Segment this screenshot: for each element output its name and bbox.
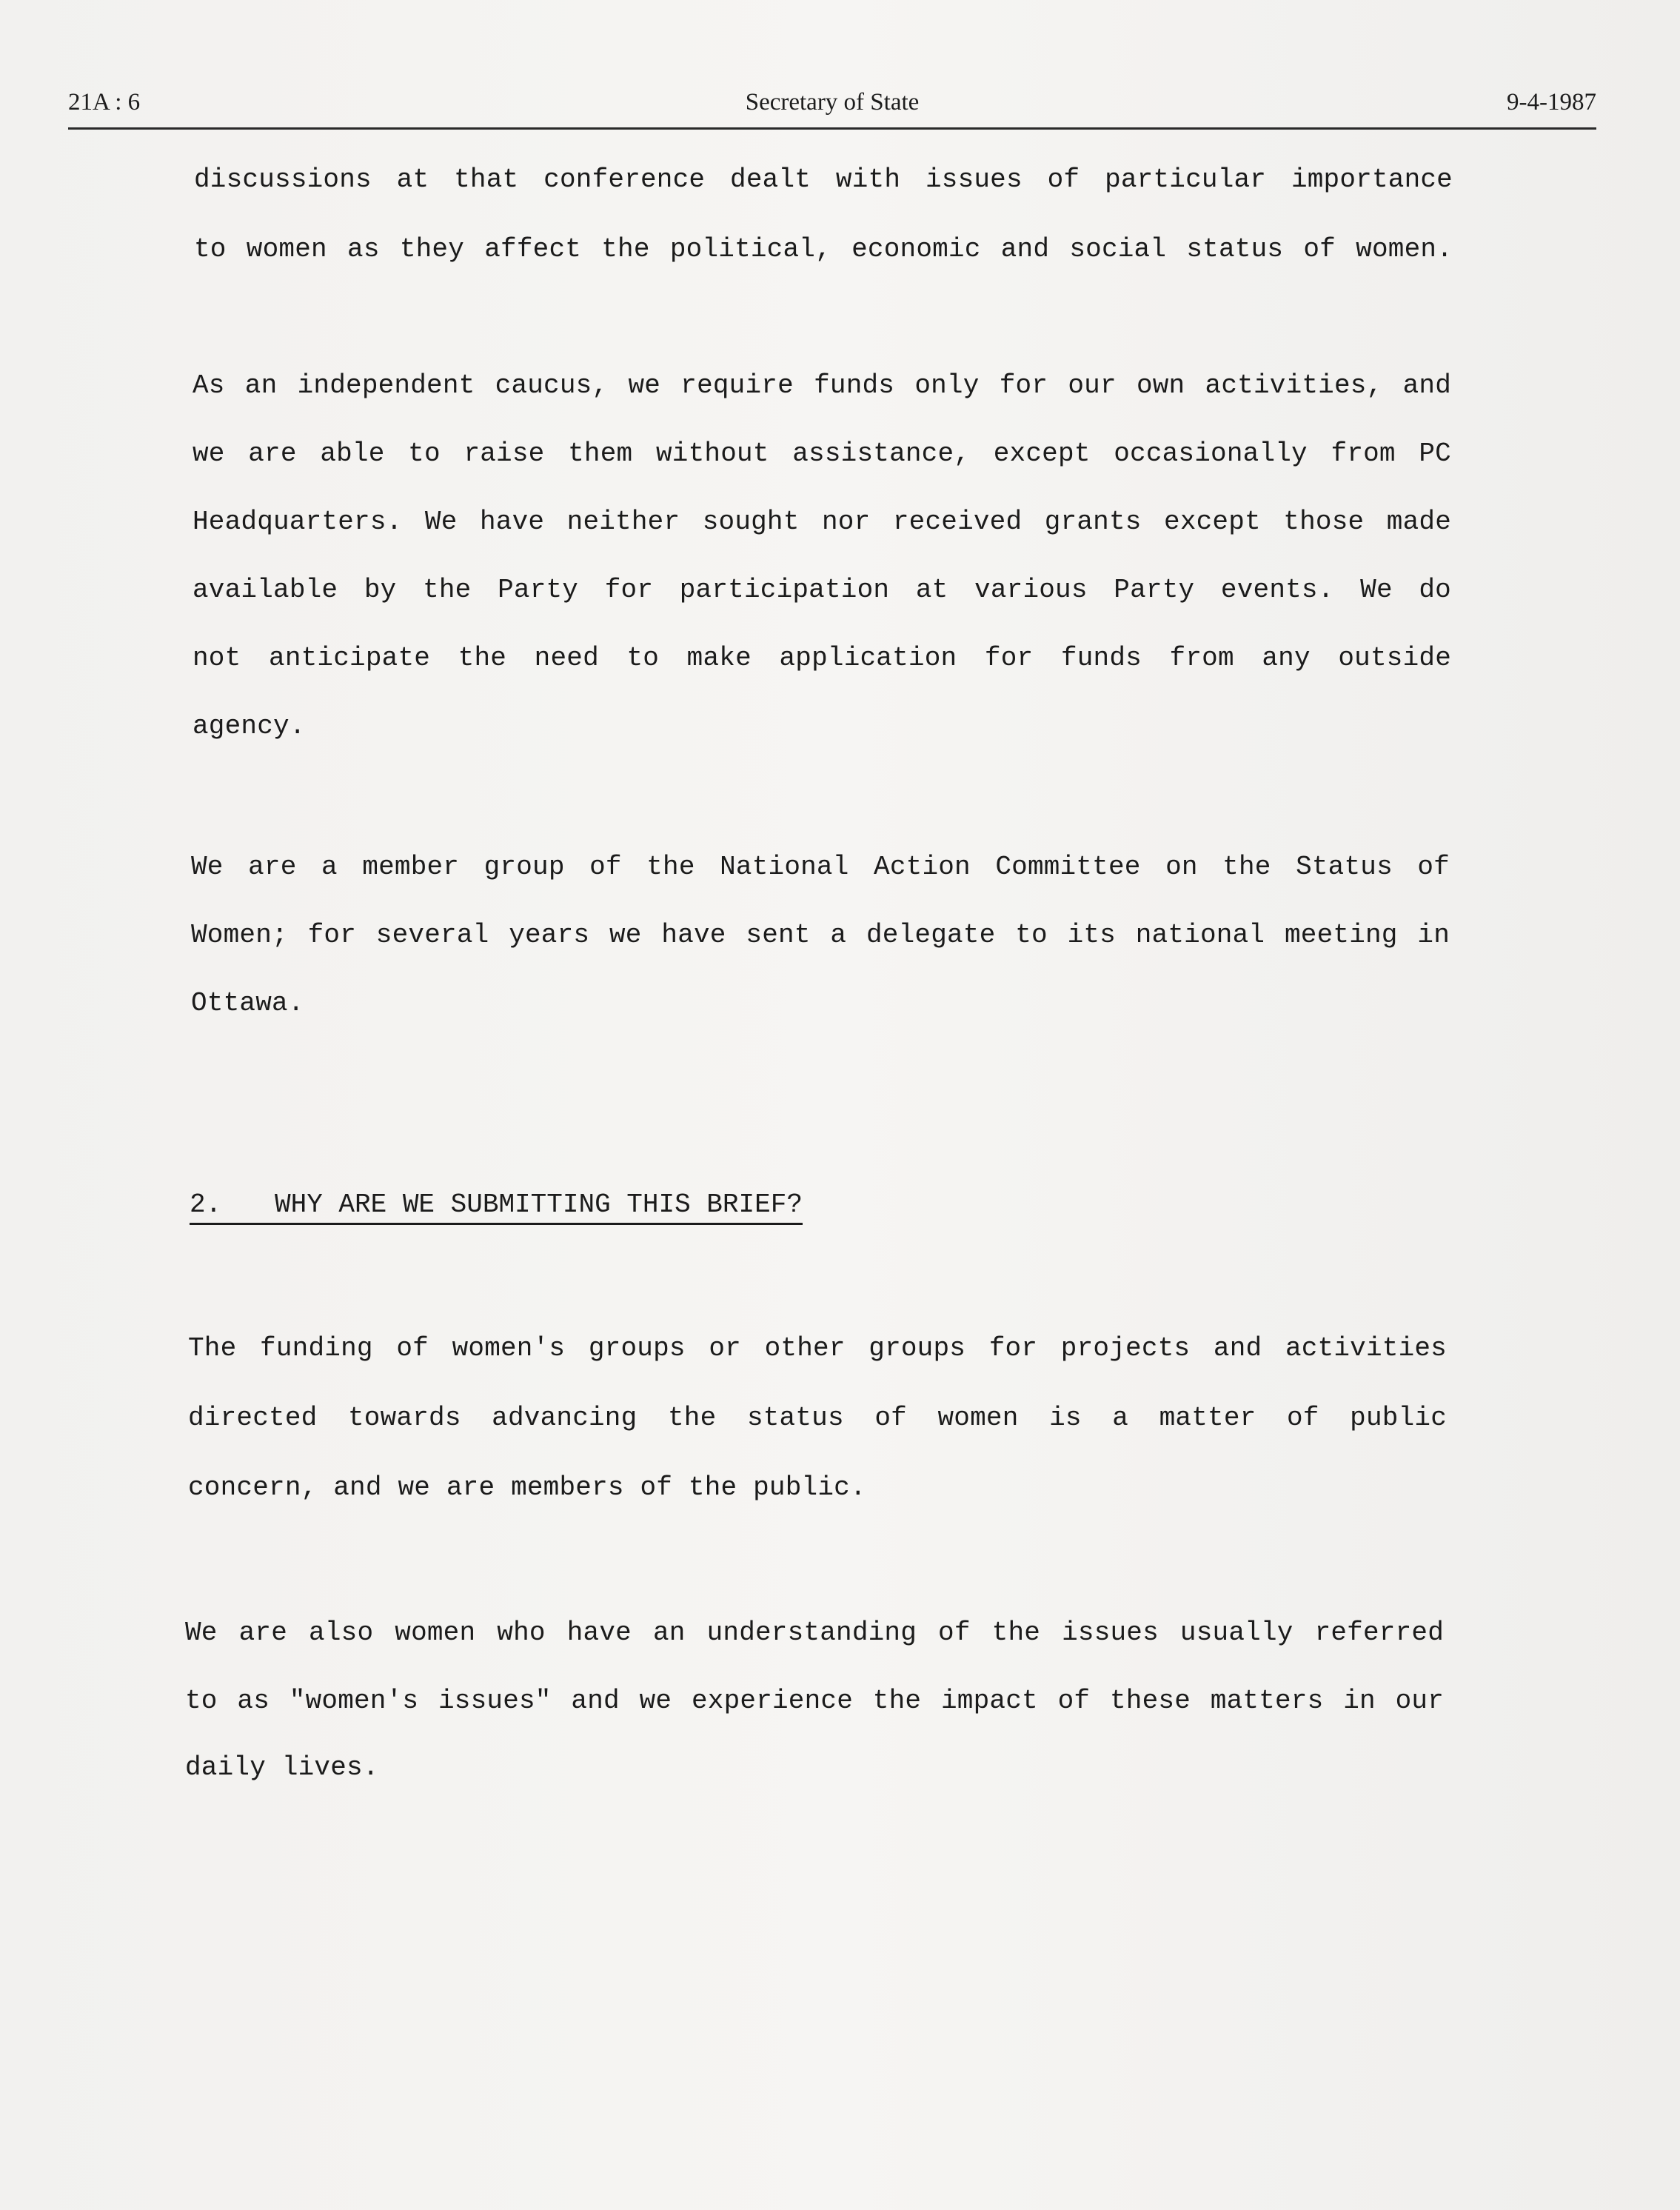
- text-line: Headquarters. We have neither sought nor received grants except those made: [193, 507, 1451, 537]
- section-title: WHY ARE WE SUBMITTING THIS BRIEF?: [275, 1189, 803, 1220]
- text-line: We are also women who have an understanding of the issues usually referred: [185, 1618, 1444, 1648]
- header-date: 9-4-1987: [1507, 89, 1596, 116]
- text-line: The funding of women's groups or other groups for projects and activities: [188, 1333, 1447, 1363]
- running-header: [68, 83, 1596, 130]
- header-title: Secretary of State: [745, 89, 920, 116]
- text-line: to women as they affect the political, economic and social status of women.: [194, 234, 1453, 264]
- text-line: Ottawa.: [191, 988, 304, 1018]
- text-line: As an independent caucus, we require funds only for our own activities, and: [193, 370, 1451, 401]
- text-line: directed towards advancing the status of women is a matter of public: [188, 1403, 1447, 1433]
- section-number: 2.: [190, 1189, 222, 1220]
- text-line: not anticipate the need to make application for funds from any outside: [193, 643, 1451, 673]
- section-heading: [190, 1189, 803, 1225]
- text-line: daily lives.: [185, 1752, 379, 1783]
- text-line: agency.: [193, 711, 306, 741]
- text-line: to as "women's issues" and we experience the impact of these matters in our: [185, 1686, 1444, 1716]
- text-line: discussions at that conference dealt with issues of particular importance: [194, 164, 1453, 195]
- text-line: Women; for several years we have sent a delegate to its national meeting in: [191, 920, 1450, 950]
- header-page-number: 21A : 6: [68, 89, 141, 116]
- text-line: available by the Party for participation at various Party events. We do: [193, 575, 1451, 605]
- text-line: we are able to raise them without assistance, except occasionally from PC: [193, 438, 1451, 469]
- text-line: concern, and we are members of the public.: [188, 1472, 866, 1503]
- text-line: We are a member group of the National Action Committee on the Status of: [191, 852, 1450, 882]
